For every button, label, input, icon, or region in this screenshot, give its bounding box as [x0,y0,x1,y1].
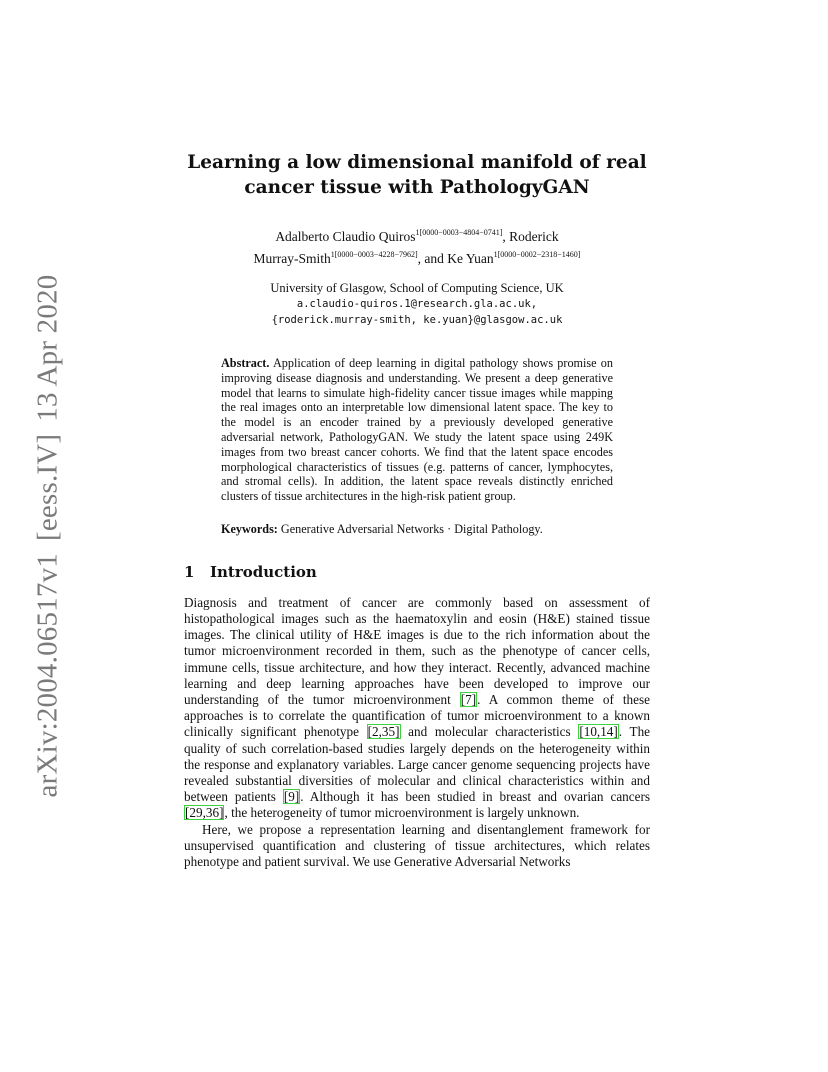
author-2: Murray-Smith [253,251,331,266]
section-title: Introduction [210,562,317,581]
paragraph-1-part-b: . A common theme of these approaches is to correlate the quantification of tumor microenvironment to a known clinically significant phenotype [184,691,650,740]
paragraph-2: Here, we propose a representation learning and disentanglement framework for unsupervised quantification and clustering of tissue architectures, which relates phenotype and patient survival. We use Generative Adversarial Networks [184,821,650,870]
keywords-label: Keywords: [221,521,278,536]
introduction-body [184,595,650,870]
arxiv-stamp [28,274,68,798]
email-2[interactable]: {roderick.murray-smith, ke.yuan}@glasgow.ac.uk [271,314,563,326]
arxiv-stamp-text [32,263,65,798]
paragraph-1-part-f: , the heterogeneity of tumor microenvironment is largely unknown. [224,805,580,821]
arxiv-date: 13 Apr 2020 [31,274,64,422]
title-line-1: Learning a low dimensional manifold of real [187,152,647,173]
paragraph-1 [184,595,650,822]
author-separator-1: , Roderick [502,229,559,244]
abstract-label: Abstract. [221,356,270,370]
paragraph-1-part-a: Diagnosis and treatment of cancer are commonly based on assessment of histopathological images such as the haematoxylin and eosin (H&E) stained tissue images. The clinical utility of H&E images is due to the rich information about the tumor microenvironment recorded in them, such as the phenotype of cancer cells, immune cells, tissue architecture, and how they interact. Recently, advanced machine learning and deep learning approaches have been developed to improve our understanding of the tumor microenvironment [184,594,650,707]
paragraph-1-part-e: . Although it has been studied in breast and ovarian cancers [300,789,650,805]
paper-title [184,150,650,200]
citation-link[interactable]: [29,36] [185,805,224,821]
title-line-2: cancer tissue with PathologyGAN [244,177,590,198]
paragraph-1-part-c: and molecular characteristics [400,724,579,740]
citation-link[interactable]: [10,14] [579,724,618,740]
section-number: 1 [184,562,195,581]
email-1[interactable]: a.claudio-quiros.1@research.gla.ac.uk, [296,298,538,310]
institution: University of Glasgow, School of Computing Science, UK [270,281,564,295]
author-3-orcid: 1[0000−0002−2318−1460] [493,250,581,259]
citation-link[interactable]: [9] [283,789,300,805]
author-2-orcid: 1[0000−0003−4228−7962] [330,250,418,259]
author-1: Adalberto Claudio Quiros [275,229,416,244]
abstract [221,356,613,504]
arxiv-category: [eess.IV] [31,433,64,542]
keywords [221,522,613,537]
paper-page [184,150,650,870]
abstract-text: Application of deep learning in digital pathology shows promise on improving disease diagnosis and understanding. We present a deep generative model that learns to simulate high-fidelity cancer tissue images while mapping the real images onto an interpretable low dimensional latent space. The key to the model is an encoder trained by a previously developed generative adversarial network, PathologyGAN. We study the latent space using 249K images from two breast cancer cohorts. We find that the latent space encodes morphological characteristics of tissues (e.g. patterns of cancer, lymphocytes, and stromal cells). In addition, the latent space reveals distinctly enriched clusters of tissue architectures in the high-risk patient group. [221,356,613,504]
author-1-orcid: 1[0000−0003−4804−0741] [415,228,503,237]
author-list [184,224,650,268]
arxiv-id[interactable]: arXiv:2004.06517v1 [31,553,64,798]
keywords-text: Generative Adversarial Networks · Digital Pathology. [280,521,543,536]
citation-link[interactable]: [2,35] [367,724,400,740]
section-heading-introduction [184,563,650,581]
citation-link[interactable]: [7] [460,691,477,707]
affiliation-block [184,280,650,328]
author-3: , and Ke Yuan [417,251,494,266]
paragraph-1-part-d: . The quality of such correlation-based studies largely depends on the heterogeneity within the response and explanatory variables. Large cancer genome sequencing projects have revealed substantial diversities of molecular and clinical characteristics within and between patients [184,724,651,805]
